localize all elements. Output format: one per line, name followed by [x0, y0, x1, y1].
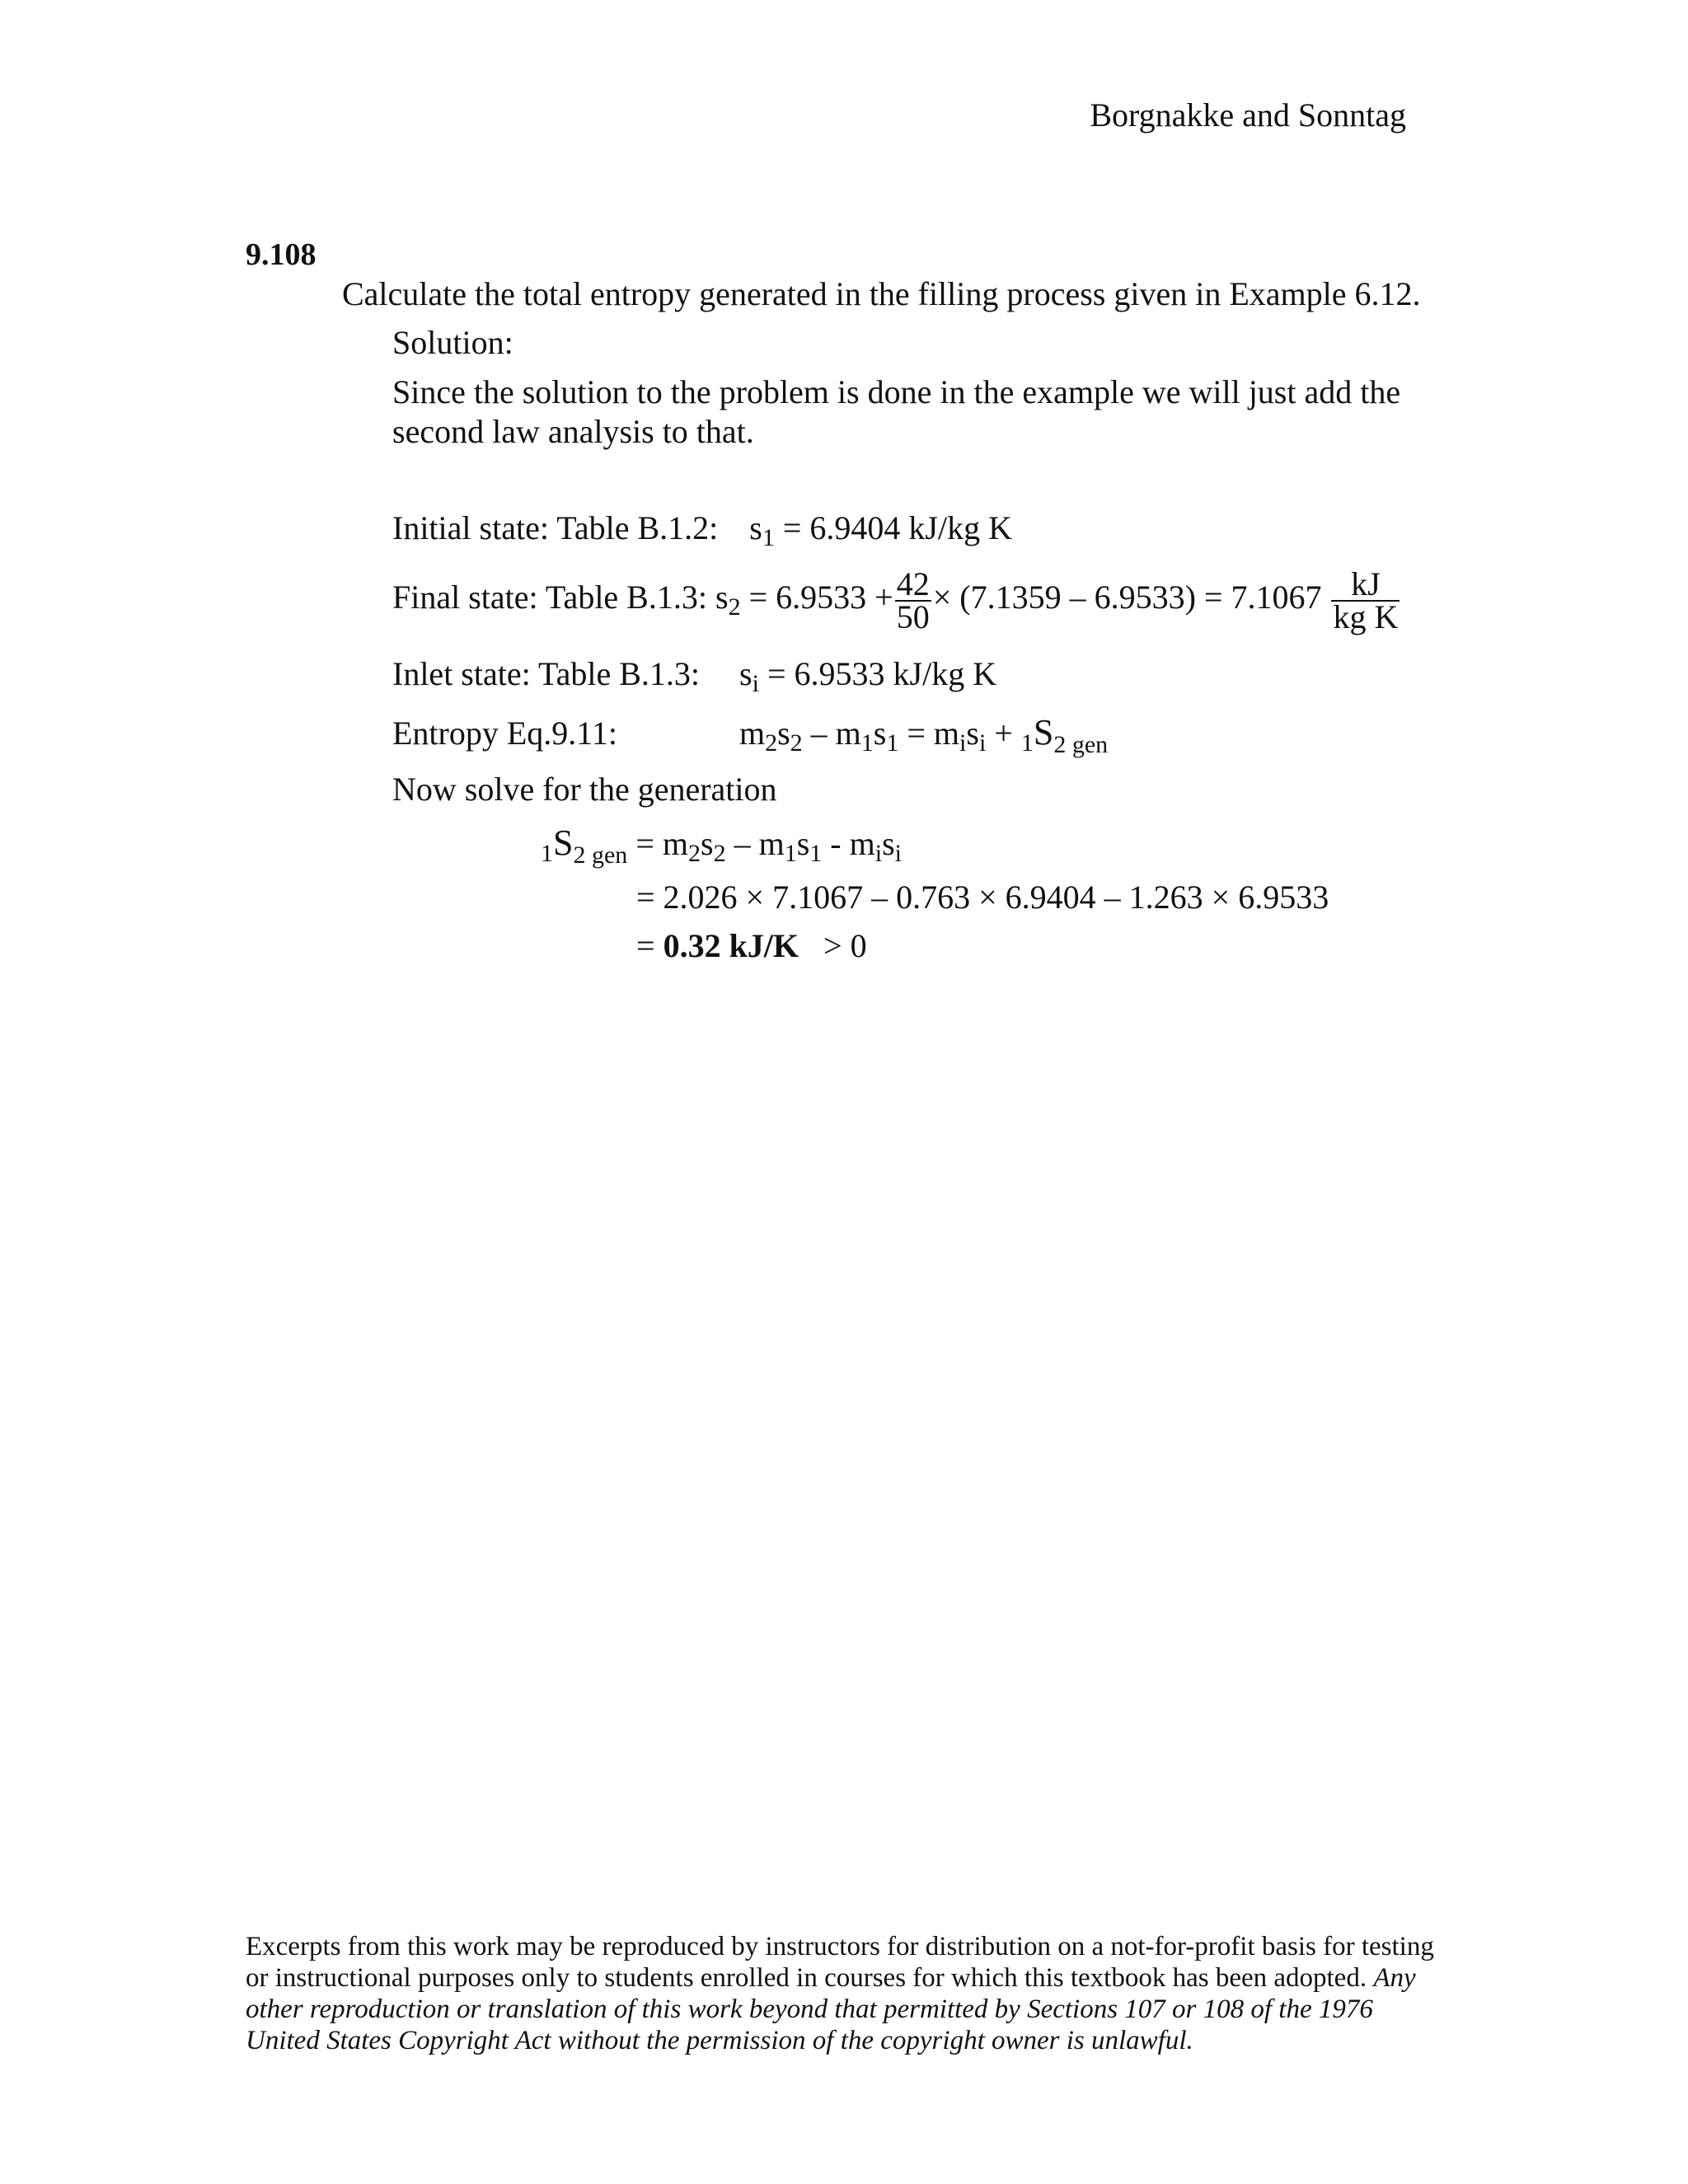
final-entropy-expr-2: × (7.1359 – 6.9533) = 7.1067: [932, 579, 1322, 616]
final-state-line: [392, 565, 1401, 635]
solution-label: Solution:: [392, 324, 513, 361]
copyright-footer: [246, 1931, 1449, 2056]
unit-numerator: kJ: [1331, 569, 1400, 602]
final-state-label: Final state: Table B.1.3:: [392, 579, 707, 616]
result-value: 0.32 kJ/K: [663, 927, 799, 964]
inlet-entropy-value: = 6.9533 kJ/kg K: [767, 655, 997, 692]
final-entropy-subscript: 2: [728, 593, 741, 621]
initial-entropy-subscript: 1: [762, 524, 775, 551]
inlet-entropy-symbol: s: [739, 655, 753, 692]
initial-state-label: Initial state: Table B.1.2:: [392, 509, 719, 546]
intro-line-2: second law analysis to that.: [392, 413, 754, 450]
initial-entropy-symbol: s: [749, 509, 762, 546]
solution-intro: [392, 373, 1400, 452]
final-entropy-expr-1: = 6.9533 +: [748, 579, 893, 616]
entropy-equation-line: [392, 712, 1109, 758]
generation-result: = 0.32 kJ/K > 0: [636, 927, 867, 964]
now-solve-text: Now solve for the generation: [392, 771, 777, 808]
unit-denominator: kg K: [1333, 598, 1399, 635]
generation-calculation: = 2.026 × 7.1067 – 0.763 × 6.9404 – 1.263 × 6.9533: [636, 879, 1329, 916]
intro-line-1: Since the solution to the problem is done in the example we will just add the: [392, 373, 1401, 410]
inlet-state-label: Inlet state: Table B.1.3:: [392, 655, 701, 692]
inlet-state-line: [392, 655, 997, 697]
entropy-equation: $m_2s_2 - m_1s_1 = m_is_i + _1S_{2 gen}$: [738, 712, 1109, 758]
initial-entropy-value: = 6.9404 kJ/kg K: [782, 509, 1012, 546]
problem-statement: Calculate the total entropy generated in the filling process given in Example 6.12.: [342, 275, 1421, 312]
generation-equation: $_1S_{2 gen} = m_2s_2 - m_1s_1 - m_is_i$: [541, 823, 902, 869]
inlet-entropy-subscript: i: [752, 670, 759, 697]
initial-state-line: [392, 509, 1012, 551]
final-entropy-symbol: s: [715, 579, 729, 616]
page-header-authors: Borgnakke and Sonntag: [1090, 96, 1406, 134]
entropy-unit-fraction: [1331, 565, 1400, 635]
quality-fraction-denominator: 50: [896, 598, 930, 635]
quality-fraction: [895, 565, 931, 635]
entropy-equation-label: Entropy Eq.9.11:: [392, 715, 617, 752]
problem-number: 9.108: [246, 237, 316, 272]
footer-italic-text: Any other reproduction or translation of this work beyond that permitted by Sections 107 or 108 of the 1976 United States Copyright Act without the permission of the copyright owner is unlawful.: [246, 1963, 1416, 2055]
footer-normal-text: Excerpts from this work may be reproduced by instructors for distribution on a not-for-profit basis for testing or instructional purposes only to students enrolled in courses for which this textbook has been adopted.: [246, 1932, 1434, 1993]
quality-fraction-numerator: 42: [896, 565, 930, 602]
